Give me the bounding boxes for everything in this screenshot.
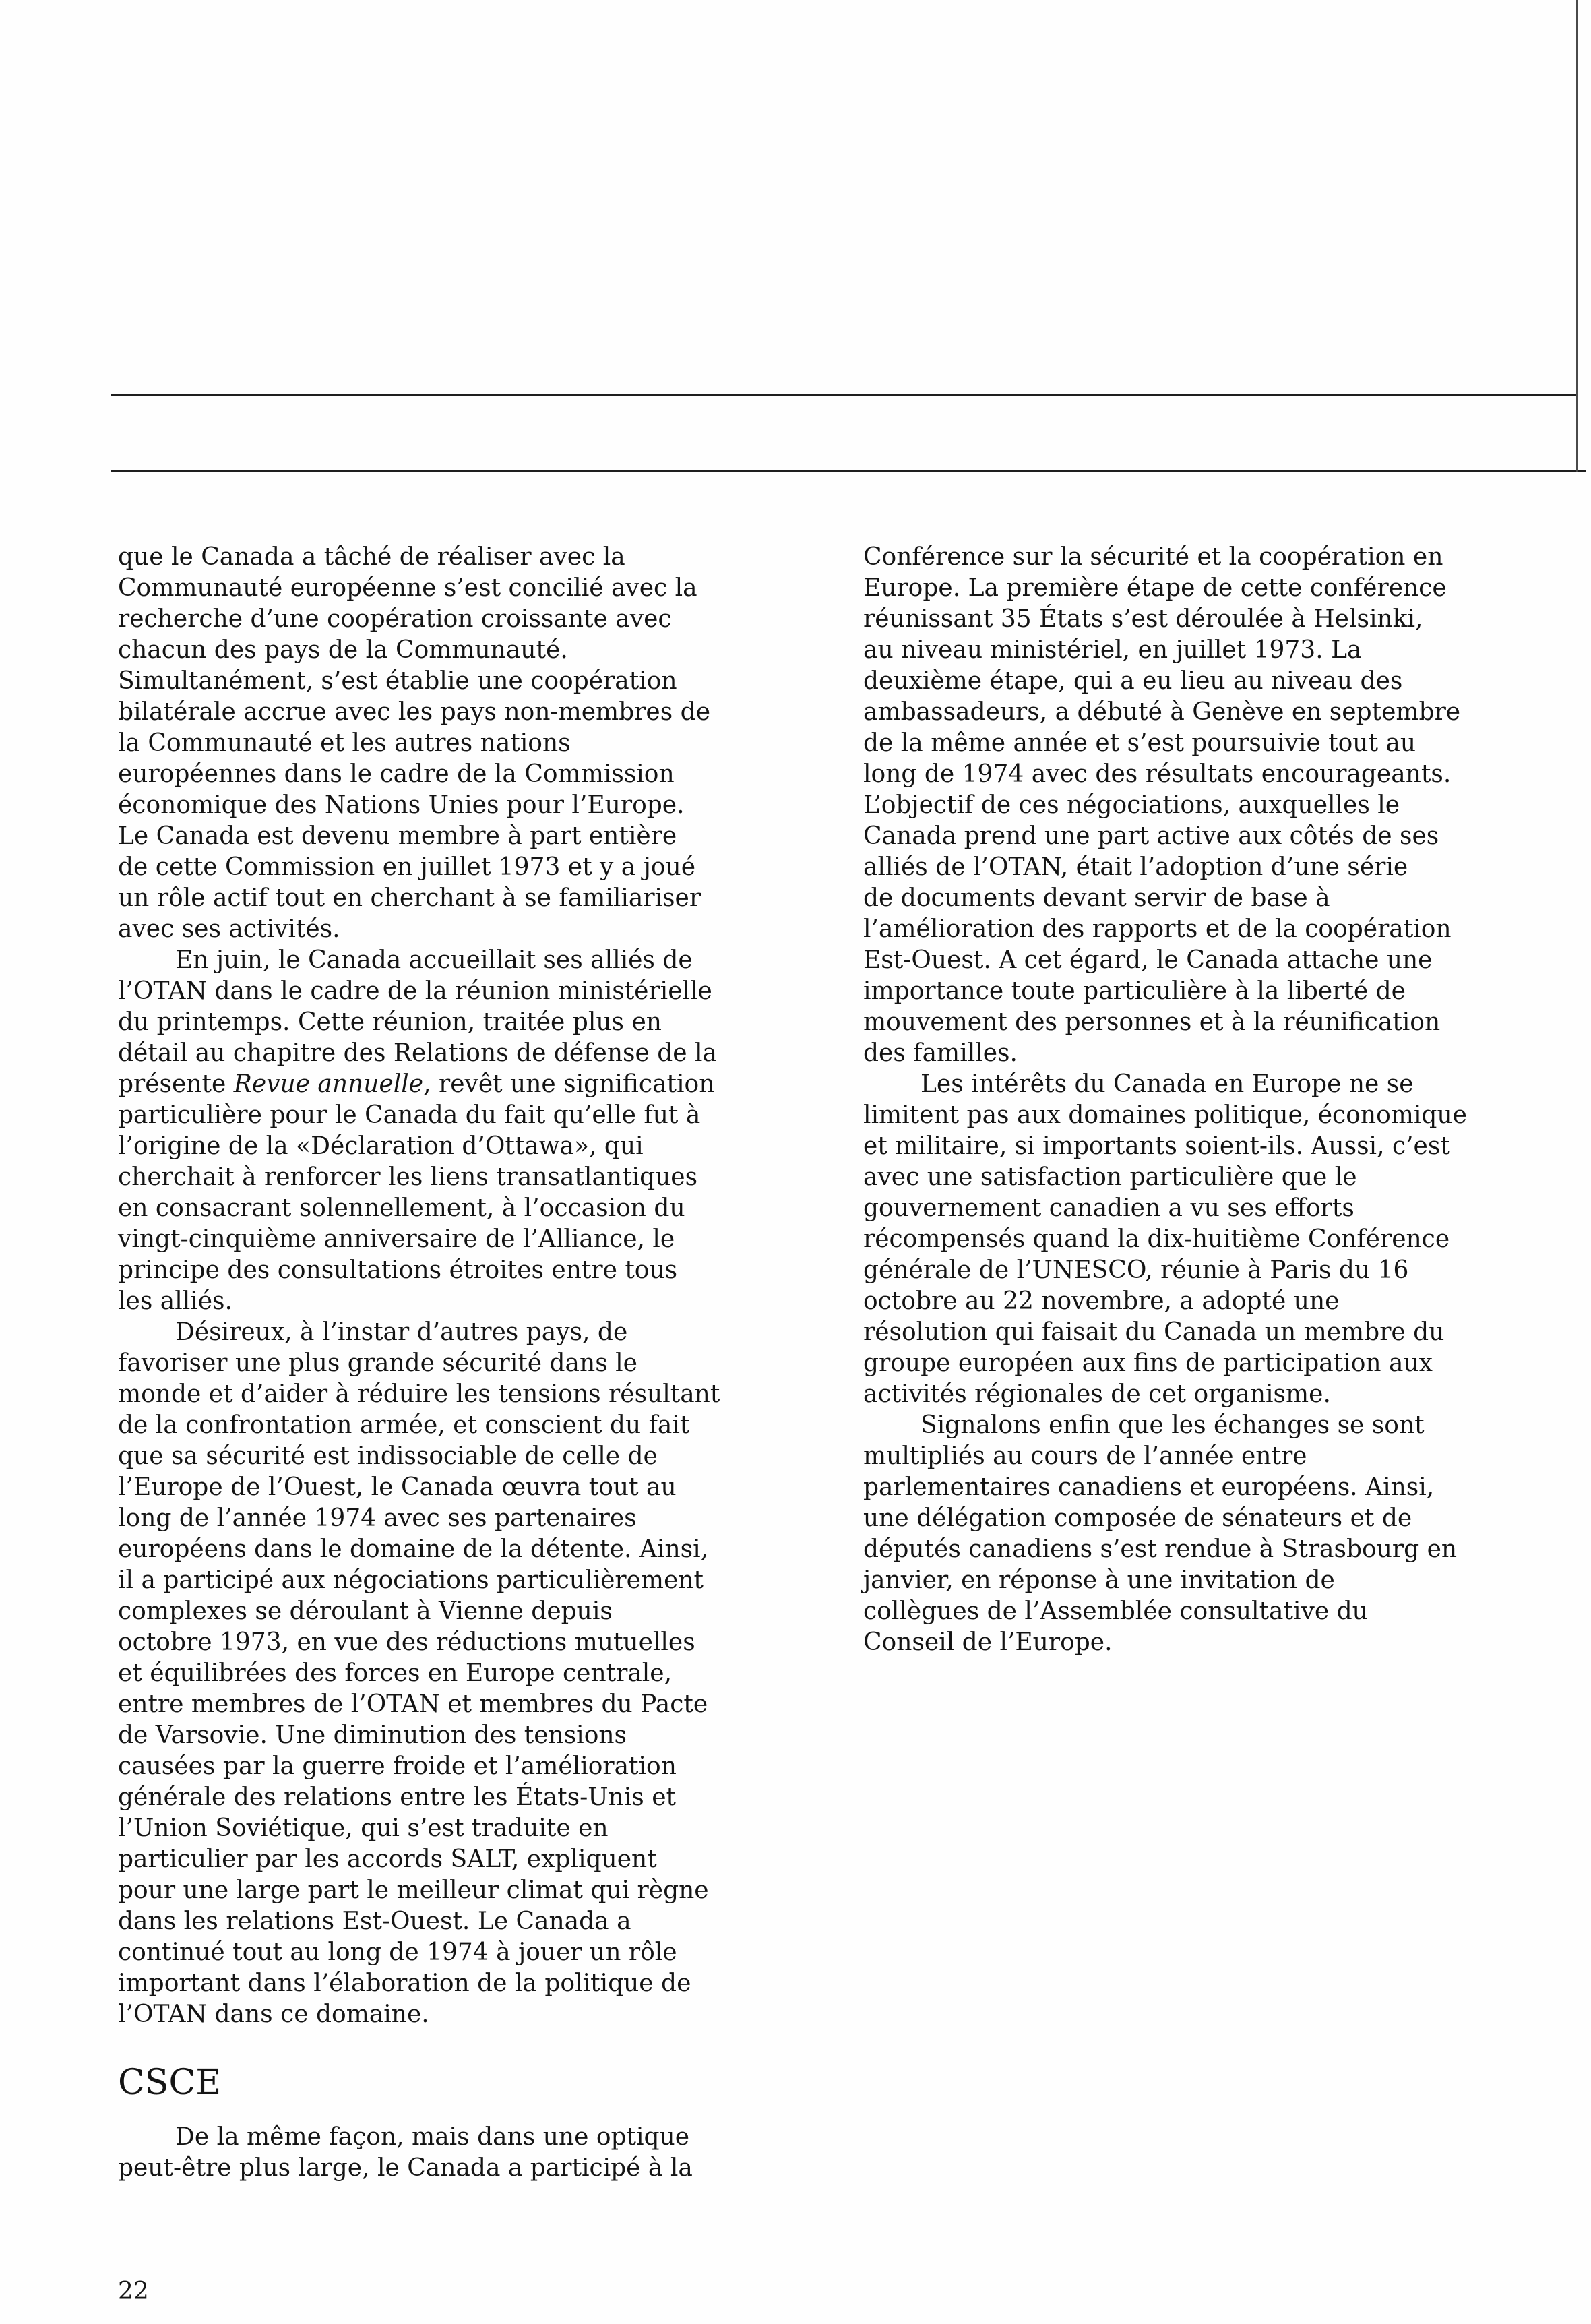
text-line: janvier, en réponse à une invitation de bbox=[863, 1566, 1335, 1594]
text-line: pour une large part le meilleur climat qui règne bbox=[118, 1876, 709, 1904]
text-line: importance toute particulière à la liberté de bbox=[863, 977, 1406, 1005]
text-line: collègues de l’Assemblée consultative du bbox=[863, 1597, 1368, 1625]
text-line: de Varsovie. Une diminution des tensions bbox=[118, 1721, 627, 1749]
text-line: européennes dans le cadre de la Commission bbox=[118, 760, 675, 788]
text-line: Est-Ouest. A cet égard, le Canada attache une bbox=[863, 946, 1433, 974]
text-line: monde et d’aider à réduire les tensions résultant bbox=[118, 1380, 720, 1408]
text-line: du printemps. Cette réunion, traitée plus en bbox=[118, 1008, 662, 1036]
text-line: générale des relations entre les États-Unis et bbox=[118, 1783, 676, 1811]
text-line: en consacrant solennellement, à l’occasion du bbox=[118, 1194, 685, 1222]
paragraph bbox=[863, 542, 1551, 1069]
text-line: particulière pour le Canada du fait qu’elle fut à bbox=[118, 1101, 701, 1129]
text-line: de la confrontation armée, et conscient du fait bbox=[118, 1411, 690, 1439]
text-line: l’OTAN dans ce domaine. bbox=[118, 2000, 429, 2028]
text-line: long de l’année 1974 avec ses partenaires bbox=[118, 1504, 637, 1532]
text-line: un rôle actif tout en cherchant à se familiariser bbox=[118, 884, 701, 912]
text-line: de la même année et s’est poursuivie tout au bbox=[863, 729, 1416, 757]
text-line: l’Europe de l’Ouest, le Canada œuvra tout au bbox=[118, 1473, 677, 1501]
text-line: et militaire, si importants soient-ils. Aussi, c’est bbox=[863, 1132, 1450, 1160]
text-line: bilatérale accrue avec les pays non-membres de bbox=[118, 698, 710, 726]
text-line: continué tout au long de 1974 à jouer un rôle bbox=[118, 1938, 677, 1966]
text-line: des familles. bbox=[863, 1039, 1018, 1067]
text-line: de cette Commission en juillet 1973 et y a joué bbox=[118, 853, 696, 881]
publication-title: Revue annuelle bbox=[233, 1070, 424, 1098]
text-line: activités régionales de cet organisme. bbox=[863, 1380, 1331, 1408]
text-line: la Communauté et les autres nations bbox=[118, 729, 571, 757]
text-line: récompensés quand la dix-huitième Conférence bbox=[863, 1225, 1450, 1253]
text-line: européens dans le domaine de la détente. Ainsi, bbox=[118, 1535, 709, 1563]
text-line: long de 1974 avec des résultats encourageants. bbox=[863, 760, 1452, 788]
text-line: Le Canada est devenu membre à part entière bbox=[118, 822, 677, 850]
paragraph bbox=[118, 2122, 778, 2184]
paragraph bbox=[863, 1069, 1551, 1410]
text-line: Simultanément, s’est établie une coopération bbox=[118, 667, 677, 695]
text-line: économique des Nations Unies pour l’Europe. bbox=[118, 791, 685, 819]
text-line: mouvement des personnes et à la réunification bbox=[863, 1008, 1441, 1036]
text-line: peut-être plus large, le Canada a participé à la bbox=[118, 2154, 693, 2182]
text-line: particulier par les accords SALT, expliquent bbox=[118, 1845, 657, 1873]
text-line: Europe. La première étape de cette conférence bbox=[863, 574, 1447, 602]
text-line: l’amélioration des rapports et de la coopération bbox=[863, 915, 1452, 943]
left-column bbox=[118, 542, 778, 2030]
text-line: De la même façon, mais dans une optique bbox=[175, 2123, 690, 2151]
text-line: et équilibrées des forces en Europe centrale, bbox=[118, 1659, 673, 1687]
right-column bbox=[863, 542, 1551, 1658]
page-edge-line bbox=[1576, 0, 1578, 472]
text-segment: présente bbox=[118, 1070, 234, 1098]
text-line: Conseil de l’Europe. bbox=[863, 1628, 1113, 1656]
text-line: une délégation composée de sénateurs et de bbox=[863, 1504, 1412, 1532]
text-line: vingt-cinquième anniversaire de l’Alliance, le bbox=[118, 1225, 675, 1253]
text-line: causées par la guerre froide et l’amélioration bbox=[118, 1752, 677, 1780]
text-line: avec une satisfaction particulière que le bbox=[863, 1163, 1357, 1191]
text-line: Désireux, à l’instar d’autres pays, de bbox=[175, 1318, 628, 1346]
text-line: limitent pas aux domaines politique, économique bbox=[863, 1101, 1467, 1129]
text-line: recherche d’une coopération croissante avec bbox=[118, 605, 672, 633]
text-line: Canada prend une part active aux côtés de ses bbox=[863, 822, 1439, 850]
text-line: de documents devant servir de base à bbox=[863, 884, 1330, 912]
section-body bbox=[118, 2122, 778, 2184]
text-line: les alliés. bbox=[118, 1287, 232, 1315]
text-line: gouvernement canadien a vu ses efforts bbox=[863, 1194, 1354, 1222]
section-heading: CSCE bbox=[118, 2062, 222, 2103]
text-line: l’origine de la «Déclaration d’Ottawa», qui bbox=[118, 1132, 644, 1160]
text-line: Signalons enfin que les échanges se sont bbox=[921, 1411, 1425, 1439]
text-line: parlementaires canadiens et européens. Ainsi, bbox=[863, 1473, 1435, 1501]
text-line: dans les relations Est-Ouest. Le Canada a bbox=[118, 1907, 631, 1935]
text-line: groupe européen aux fins de participation aux bbox=[863, 1349, 1433, 1377]
text-line: avec ses activités. bbox=[118, 915, 340, 943]
text-line: chacun des pays de la Communauté. bbox=[118, 636, 568, 664]
text-line: Les intérêts du Canada en Europe ne se bbox=[921, 1070, 1414, 1098]
text-line: octobre au 22 novembre, a adopté une bbox=[863, 1287, 1340, 1315]
paragraph bbox=[118, 542, 778, 945]
text-line: que le Canada a tâché de réaliser avec la bbox=[118, 543, 625, 571]
text-line: principe des consultations étroites entre tous bbox=[118, 1256, 678, 1284]
text-line: L’objectif de ces négociations, auxquelles le bbox=[863, 791, 1400, 819]
text-line: octobre 1973, en vue des réductions mutuelles bbox=[118, 1628, 695, 1656]
text-line: multipliés au cours de l’année entre bbox=[863, 1442, 1307, 1470]
text-line: générale de l’UNESCO, réunie à Paris du 16 bbox=[863, 1256, 1409, 1284]
text-line: au niveau ministériel, en juillet 1973. La bbox=[863, 636, 1362, 664]
header-rule-bottom bbox=[111, 470, 1586, 472]
paragraph bbox=[863, 1410, 1551, 1658]
text-line: l’OTAN dans le cadre de la réunion ministérielle bbox=[118, 977, 712, 1005]
paragraph bbox=[118, 1317, 778, 2030]
text-line: réunissant 35 États s’est déroulée à Helsinki, bbox=[863, 605, 1423, 633]
page-number: 22 bbox=[118, 2277, 149, 2305]
text-line: députés canadiens s’est rendue à Strasbourg en bbox=[863, 1535, 1458, 1563]
text-line: alliés de l’OTAN, était l’adoption d’une série bbox=[863, 853, 1408, 881]
text-line: que sa sécurité est indissociable de celle de bbox=[118, 1442, 658, 1470]
paragraph bbox=[118, 945, 778, 1317]
text-line: important dans l’élaboration de la politique de bbox=[118, 1969, 691, 1997]
text-segment: , revêt une signification bbox=[423, 1070, 715, 1098]
text-line: favoriser une plus grande sécurité dans le bbox=[118, 1349, 637, 1377]
text-line: En juin, le Canada accueillait ses alliés de bbox=[175, 946, 693, 974]
text-line: il a participé aux négociations particulièrement bbox=[118, 1566, 704, 1594]
text-line: deuxième étape, qui a eu lieu au niveau des bbox=[863, 667, 1403, 695]
text-line: l’Union Soviétique, qui s’est traduite en bbox=[118, 1814, 609, 1842]
text-line: cherchait à renforcer les liens transatlantiques bbox=[118, 1163, 698, 1191]
text-line: Conférence sur la sécurité et la coopération en bbox=[863, 543, 1443, 571]
text-line: complexes se déroulant à Vienne depuis bbox=[118, 1597, 613, 1625]
text-line: détail au chapitre des Relations de défense de la bbox=[118, 1039, 717, 1067]
text-line: entre membres de l’OTAN et membres du Pacte bbox=[118, 1690, 708, 1718]
text-line: Communauté européenne s’est concilié avec la bbox=[118, 574, 697, 602]
text-line: ambassadeurs, a débuté à Genève en septembre bbox=[863, 698, 1461, 726]
header-rule-top bbox=[111, 394, 1576, 396]
text-line bbox=[118, 1069, 778, 1100]
text-line: résolution qui faisait du Canada un membre du bbox=[863, 1318, 1445, 1346]
